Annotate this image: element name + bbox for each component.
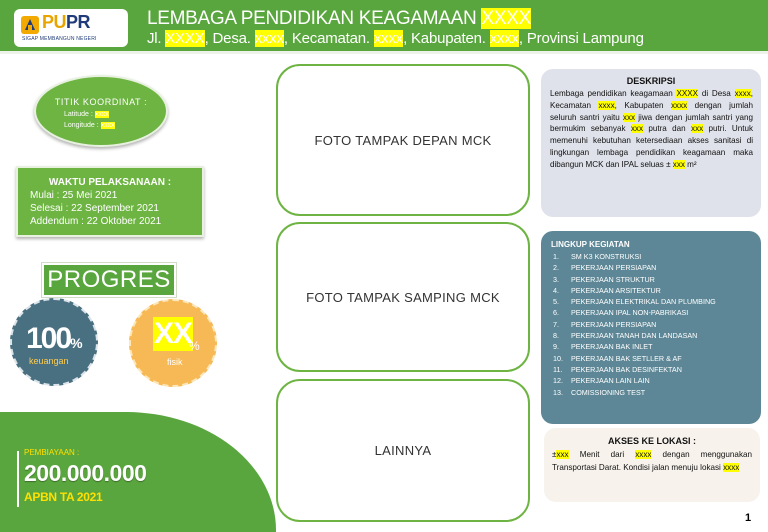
- access-text: ±xxx Menit dari xxxx dengan menggunakan Transportasi Darat. Kondisi jalan menuju lokasi xxxx: [552, 450, 752, 472]
- list-item: 13. COMISSIONING TEST: [553, 387, 646, 397]
- funding-amount: 200.000.000: [24, 460, 147, 486]
- access-panel: [544, 428, 760, 502]
- longitude-row: Longitude : xxxx: [64, 122, 115, 129]
- photo-other-placeholder: LAINNYA: [276, 379, 530, 522]
- logo-wordmark: PUPR: [42, 12, 91, 32]
- list-item: 9. PEKERJAAN BAK INLET: [553, 342, 653, 352]
- physical-progress-circle: [129, 299, 217, 387]
- list-item: 10. PEKERJAAN BAK SETLLER & AF: [553, 353, 682, 363]
- list-item: 1. SM K3 KONSTRUKSI: [553, 252, 642, 261]
- schedule-title: WAKTU PELAKSANAAN :: [48, 177, 172, 188]
- latitude-row: Latitude : xxxx: [64, 111, 109, 118]
- description-panel: [541, 69, 761, 217]
- list-item: 7. PEKERJAAN PERSIAPAN: [553, 319, 657, 329]
- scope-list: [553, 251, 716, 398]
- physical-progress-percent: %: [189, 339, 200, 353]
- coordinates-title: TITIK KOORDINAT :: [54, 97, 148, 107]
- list-item: 8. PEKERJAAN TANAH DAN LANDASAN: [553, 331, 698, 341]
- photo-side-placeholder: FOTO TAMPAK SAMPING MCK: [276, 222, 530, 372]
- page-number: 1: [745, 512, 752, 524]
- description-title: DESKRIPSI: [626, 76, 676, 86]
- financial-progress-value: 100%: [26, 322, 83, 355]
- photo-front-placeholder: FOTO TAMPAK DEPAN MCK: [276, 64, 530, 216]
- header-bar: [0, 0, 768, 54]
- schedule-start: Mulai : 25 Mei 2021: [30, 190, 118, 201]
- list-item: 6. PEKERJAAN IPAL NON-PABRIKASI: [553, 308, 689, 318]
- coordinates-badge: [34, 75, 168, 147]
- physical-progress-label: fisik: [167, 357, 183, 367]
- list-item: 3. PEKERJAAN STRUKTUR: [553, 274, 655, 284]
- schedule-addendum: Addendum : 22 Oktober 2021: [30, 216, 162, 227]
- logo-tagline: SIGAP MEMBANGUN NEGERI: [22, 36, 97, 42]
- access-title: AKSES KE LOKASI :: [607, 436, 696, 446]
- funding-divider: [17, 451, 19, 507]
- list-item: 5. PEKERJAAN ELEKTRIKAL DAN PLUMBING: [553, 297, 716, 307]
- funding-label: PEMBIAYAAN :: [24, 448, 80, 457]
- scope-title: LINGKUP KEGIATAN: [551, 240, 630, 249]
- page-title: LEMBAGA PENDIDIKAN KEAGAMAAN XXXX: [147, 8, 531, 29]
- schedule-end: Selesai : 22 September 2021: [30, 203, 159, 214]
- physical-progress-value: XX: [154, 317, 193, 350]
- financial-progress-circle: [10, 298, 98, 386]
- financial-progress-label: keuangan: [29, 356, 69, 366]
- scope-panel: [541, 231, 761, 424]
- progress-heading: PROGRES: [42, 263, 176, 297]
- list-item: 12. PEKERJAAN LAIN LAIN: [553, 376, 650, 386]
- pupr-logo-icon: [20, 15, 40, 35]
- list-item: 11. PEKERJAAN BAK DESINFEKTAN: [553, 364, 682, 374]
- page-address: Jl. XXXX, Desa. xxxx, Kecamatan. xxxx, Kabupaten. xxxx, Provinsi Lampung: [147, 30, 644, 47]
- schedule-box: [16, 166, 204, 237]
- pupr-logo: [14, 9, 128, 47]
- funding-source: APBN TA 2021: [24, 490, 103, 504]
- description-text: Lembaga pendidikan keagamaan XXXX di Desa xxxx, Kecamatan xxxx, Kabupaten xxxx dengan jumlah seluruh santri yaitu xxx jiwa dengan jumlah santri yang bermukim sebanyak xxx putra dan xxx putri. Untuk memenuhi kebutuhan ketersediaan akses sanitasi di lingkungan lembaga pendidikan keagamaan maka dibangun MCK dan IPAL seluas ± xxx m²: [550, 89, 753, 169]
- list-item: 4. PEKERJAAN ARSITEKTUR: [553, 285, 661, 295]
- list-item: 2. PEKERJAAN PERSIAPAN: [553, 263, 657, 273]
